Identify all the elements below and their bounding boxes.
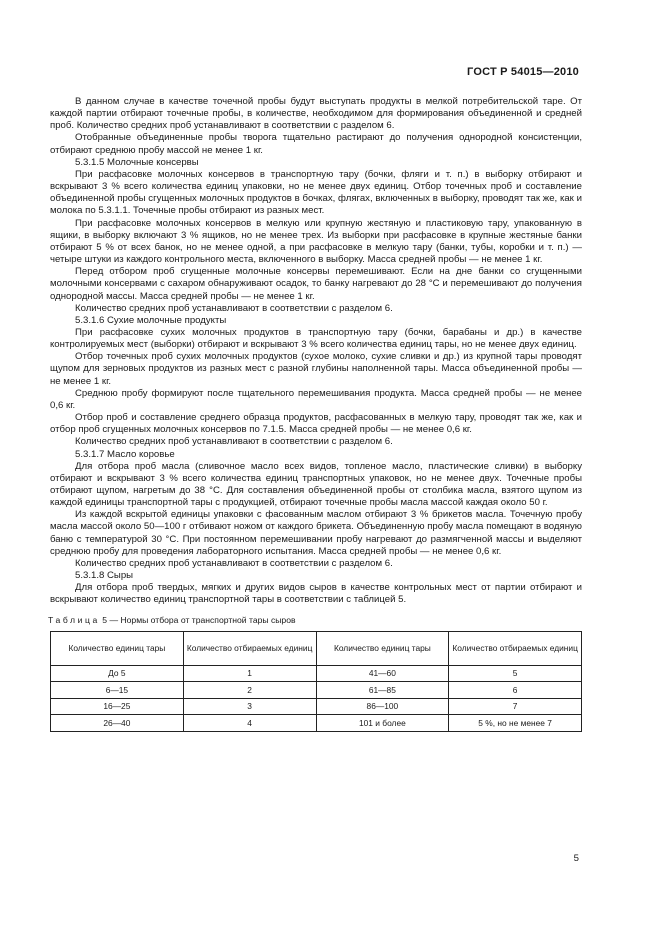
table-caption-label: Таблица: [48, 614, 100, 625]
paragraph: При расфасовке сухих молочных продуктов в транспортную тару (бочки, барабаны и др.) в качестве контролируемых мест (выборки) отбирают и вскрывают 3 % всего количества единиц тары, но не менее двух единиц.: [50, 326, 582, 351]
table-cell: 26—40: [51, 715, 184, 732]
paragraph: Среднюю пробу формируют после тщательного перемешивания продукта. Масса средней пробы — не менее 0,6 кг.: [50, 387, 582, 411]
paragraph: При расфасовке молочных консервов в транспортную тару (бочки, фляги и т. п.) в выборку отбирают и вскрывают 3 % всего количества единиц упаковки, но не менее двух единиц. Отбор точечных проб и составление объединенной пробы сгущенных молочных продуктов в бочках, флягах, включенных в выборку, проводят так же, как и молока по 5.3.1.1. Точечные пробы отбирают из разных мест.: [50, 168, 582, 217]
table-cell: До 5: [51, 665, 184, 682]
column-header: Количество единиц тары: [316, 631, 449, 665]
table-caption: [50, 614, 582, 626]
table-cell: 86—100: [316, 698, 449, 715]
table-cell: 5: [449, 665, 582, 682]
paragraph: Для отбора проб масла (сливочное масло всех видов, топленое масло, пластические сливки) в выборку отбирают и вскрывают 3 % всего количества единиц транспортных упаковок, но не менее двух. Точечные пробы отбирают щупом, нагретым до 38 °С. Для составления объединенной пробы от столбика масла, взятого щупом из каждой единицы транспортной тары с продукцией, отбирают точечные пробы масла массой каждая около 50 г.: [50, 460, 582, 509]
paragraph: Перед отбором проб сгущенные молочные консервы перемешивают. Если на дне банки со сгущенными молочными консервами с сахаром обнаруживают осадок, то банку нагревают до 28 °С и перемешивают до получения однородной массы. Масса средней пробы — не менее 1 кг.: [50, 266, 582, 302]
table-row: [51, 698, 582, 715]
section-heading: 5.3.1.5 Молочные консервы: [75, 156, 199, 168]
table-cell: 6: [449, 682, 582, 699]
table-row: [51, 665, 582, 682]
table-header-row: [51, 631, 582, 665]
document-body: [50, 96, 582, 732]
table-cell: 2: [183, 682, 316, 699]
table-cell: 1: [183, 665, 316, 682]
section-heading: 5.3.1.8 Сыры: [75, 570, 134, 582]
table-cell: 41—60: [316, 665, 449, 682]
column-header: Количество отбираемых единиц: [449, 631, 582, 665]
section-heading: 5.3.1.6 Сухие молочные продукты: [75, 314, 227, 326]
table-row: [51, 715, 582, 732]
paragraph: В данном случае в качестве точечной пробы будут выступать продукты в мелкой потребительской таре. От каждой партии отбирают точечные пробы, в количестве, необходимом для формирования объединенной и средней проб. Количество средних проб устанавливают в соответствии с разделом 6.: [50, 96, 582, 132]
paragraph: Отбор точечных проб сухих молочных продуктов (сухое молоко, сухие сливки и др.) из крупной тары проводят щупом для зерновых продуктов из разных мест с разной глубины наполненной тары. Масса объединенной пробы — не менее 1 кг.: [50, 351, 582, 387]
paragraph: Для отбора проб твердых, мягких и других видов сыров в качестве контрольных мест от партии отбирают и вскрывают количество единиц транспортной тары в соответствии с таблицей 5.: [50, 582, 582, 606]
column-header: Количество отбираемых единиц: [183, 631, 316, 665]
table-cell: 4: [183, 715, 316, 732]
section-heading: 5.3.1.7 Масло коровье: [75, 448, 175, 460]
table-cell: 5 %, но не менее 7: [449, 715, 582, 732]
table-cell: 61—85: [316, 682, 449, 699]
document-header: ГОСТ Р 54015—2010: [467, 66, 579, 78]
paragraph: Количество средних проб устанавливают в соответствии с разделом 6.: [75, 557, 393, 569]
table-caption-text: 5 — Нормы отбора от транспортной тары сыров: [99, 614, 296, 625]
table-row: [51, 682, 582, 699]
table-cell: 7: [449, 698, 582, 715]
paragraph: Количество средних проб устанавливают в соответствии с разделом 6.: [75, 436, 393, 448]
table-cell: 101 и более: [316, 715, 449, 732]
paragraph: Отбор проб и составление среднего образца продуктов, расфасованных в мелкую тару, проводят так же, как и отбор проб сгущенных молочных консервов по 7.1.5. Масса средней пробы — не менее 0,6 кг.: [50, 412, 582, 436]
page-number: 5: [573, 853, 579, 864]
column-header: Количество единиц тары: [51, 631, 184, 665]
sampling-norms-table: [50, 631, 582, 732]
table-cell: 6—15: [51, 682, 184, 699]
paragraph: Отобранные объединенные пробы творога тщательно растирают до получения однородной консистенции, отбирают среднюю пробу массой не менее 1 кг.: [50, 132, 582, 156]
paragraph: Из каждой вскрытой единицы упаковки с фасованным маслом отбирают 3 % брикетов масла. Точечную пробу масла массой около 50—100 г отбивают ножом от каждого брикета. Объединенную пробу масла помещают в водяную баню с температурой 30 °С. При постоянном перемешивании пробу нагревают до размягченной массы и выделяют среднюю пробу для проведения лабораторного испытания. Масса средней пробы — не менее 0,6 кг.: [50, 509, 582, 557]
table-cell: 3: [183, 698, 316, 715]
paragraph: При расфасовке молочных консервов в мелкую или крупную жестяную и пластиковую тару, упакованную в ящики, в выборку включают 3 % ящиков, но не менее трех. Из выборки при расфасовке в крупные жестяные банки отбирают 5 % от всех банок, но не менее одной, а при расфасовке в мелкую тару (банки, тубы, коробки и т. п.) — четыре штуки из каждого контрольного места, включенного в выборку. Масса средней пробы — не менее 1 кг.: [50, 217, 582, 266]
table-cell: 16—25: [51, 698, 184, 715]
paragraph: Количество средних проб устанавливают в соответствии с разделом 6.: [75, 302, 393, 314]
